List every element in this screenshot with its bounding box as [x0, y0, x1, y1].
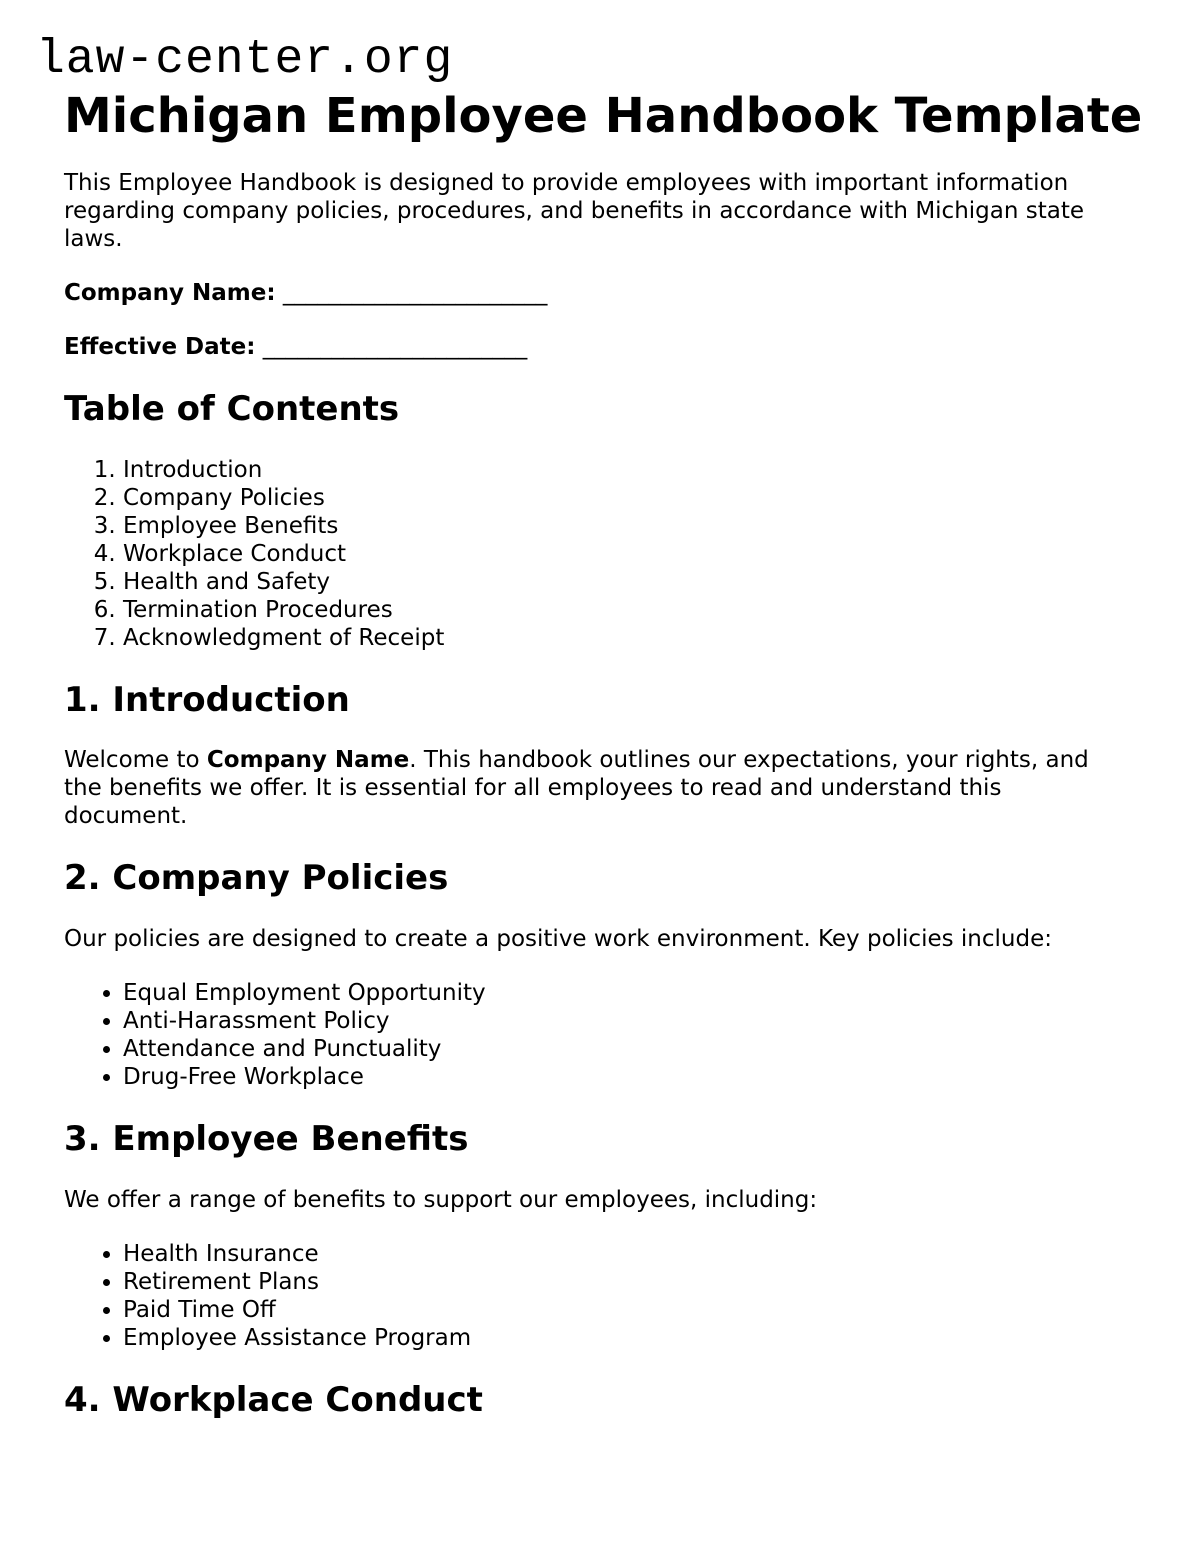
welcome-company-name-bold: Company Name	[206, 747, 410, 774]
benefit-item-retirement-plans: • Retirement Plans	[123, 1268, 1127, 1296]
company-policies-list	[64, 979, 1127, 1091]
toc-item-acknowledgment-of-receipt: 7. Acknowledgment of Receipt	[123, 624, 1127, 652]
policy-item-drug-free-workplace: • Drug-Free Workplace	[123, 1063, 1127, 1091]
company-name-blank-line: _______________________	[282, 279, 548, 306]
policy-item-attendance-punctuality: • Attendance and Punctuality	[123, 1035, 1127, 1063]
toc-item-health-and-safety: 5. Health and Safety	[123, 568, 1127, 596]
welcome-text-prefix: Welcome to	[64, 747, 207, 774]
toc-item-workplace-conduct: 4. Workplace Conduct	[123, 540, 1127, 568]
policy-item-anti-harassment: • Anti-Harassment Policy	[123, 1007, 1127, 1035]
page-title: Michigan Employee Handbook Template	[64, 88, 1143, 144]
policy-item-equal-employment-opportunity: • Equal Employment Opportunity	[123, 979, 1127, 1007]
company-name-label: Company Name:	[64, 279, 276, 306]
benefit-item-paid-time-off: • Paid Time Off	[123, 1296, 1127, 1324]
welcome-text-suffix: . This handbook outlines our expectations, your rights, and the benefits we offer. It is essential for all employees to read and understand this document.	[64, 747, 1089, 830]
section-heading-company-policies: 2. Company Policies	[64, 858, 449, 899]
toc-item-employee-benefits: 3. Employee Benefits	[123, 512, 1127, 540]
table-of-contents	[64, 456, 1127, 652]
company-policies-paragraph: Our policies are designed to create a positive work environment. Key policies include:	[64, 926, 1052, 953]
effective-date-blank-line: _______________________	[262, 333, 528, 360]
effective-date-label: Effective Date:	[64, 333, 256, 360]
section-heading-workplace-conduct: 4. Workplace Conduct	[64, 1379, 483, 1420]
employee-benefits-paragraph: We offer a range of benefits to support our employees, including:	[64, 1186, 818, 1213]
section-heading-introduction: 1. Introduction	[64, 679, 350, 720]
toc-item-introduction: 1. Introduction	[123, 456, 1127, 484]
intro-paragraph: This Employee Handbook is designed to provide employees with important information regarding company policies, procedures, and benefits in accordance with Michigan state laws.	[64, 169, 1085, 252]
benefit-item-health-insurance: • Health Insurance	[123, 1240, 1127, 1268]
effective-date-field	[64, 333, 1127, 361]
benefit-item-employee-assistance-program: • Employee Assistance Program	[123, 1324, 1127, 1352]
toc-item-termination-procedures: 6. Termination Procedures	[123, 596, 1127, 624]
introduction-paragraph	[64, 746, 1127, 830]
toc-item-company-policies: 2. Company Policies	[123, 484, 1127, 512]
toc-heading: Table of Contents	[64, 388, 400, 429]
site-logo: law-center.org	[36, 33, 454, 87]
company-name-field	[64, 279, 1127, 307]
employee-benefits-list	[64, 1240, 1127, 1352]
section-heading-employee-benefits: 3. Employee Benefits	[64, 1119, 469, 1160]
